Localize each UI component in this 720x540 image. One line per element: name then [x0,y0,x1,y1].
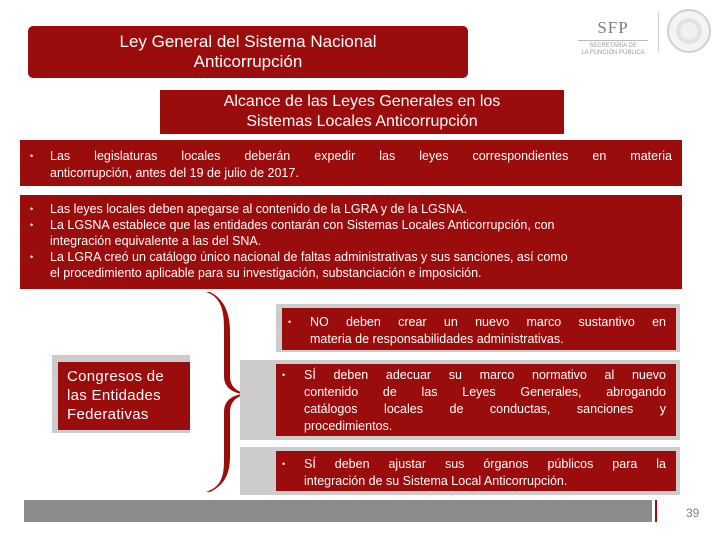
title-line-1: Ley General del Sistema Nacional [119,32,377,51]
bullet-icon: • [288,317,292,327]
panel2-item-2-line-2: integración equivalente a las del SNA. [50,234,262,248]
list-item [30,249,672,281]
panel2-item-2-line-1: La LGSNA establece que las entidades contarán con Sistemas Locales Anticorrupción, con [50,218,555,232]
footer-accent [655,500,657,522]
bullet-icon: • [30,220,34,230]
bullet-icon: • [282,370,286,380]
row2-line-1: SÍ deben adecuar su marco normativo al nuevo [304,368,666,382]
panel1-line-2: anticorrupción, antes del 19 de julio de 2017. [50,166,299,180]
row2-line-3: catálogos locales de conductas, sanciones y [304,402,666,416]
panel2-item-1: Las leyes locales deben apegarse al contenido de la LGRA y de la LGSNA. [50,202,467,216]
sfp-logo [572,18,654,60]
local-laws-panel [20,195,682,289]
panel1-line-1: Las legislaturas locales deberán expedir las leyes correspondientes en materia [50,149,672,163]
obligation-row-2 [276,364,676,436]
list-item [30,217,672,249]
sfp-logo-text: SFP [597,18,629,37]
row2-line-2: contenido de las Leyes Generales, abrogando [304,385,666,399]
congress-line-3: Federativas [67,406,149,423]
subtitle-line-2: Sistemas Locales Anticorrupción [246,113,478,130]
logo-divider [578,40,648,41]
legislatures-panel [20,140,682,186]
row3-line-1: SÍ deben ajustar sus órganos públicos para la [304,457,666,471]
footer-bar [24,500,652,522]
row1-line-2: materia de responsabilidades administrativas. [310,332,564,346]
row3-line-2: integración de su Sistema Local Anticorrupción. [304,474,568,488]
bullet-icon: • [282,459,286,469]
panel2-item-3-line-1: La LGRA creó un catálogo único nacional de faltas administrativas y sus sanciones, así como [50,250,568,264]
panel2-item-3-line-2: el procedimiento aplicable para su investigación, substanciación e imposición. [50,266,482,280]
section-subtitle [160,90,564,134]
congress-line-1: Congresos de [67,368,164,385]
title-line-2: Anticorrupción [193,52,303,71]
page-number: 39 [686,506,700,520]
list-item [282,456,666,490]
list-item [282,367,666,435]
logo-separator [658,12,659,52]
congress-line-2: las Entidades [67,387,161,404]
bullet-icon: • [30,204,34,214]
national-seal-icon [667,9,711,53]
logo-sub-line-2: LA FUNCIÓN PÚBLICA [581,50,645,56]
logo-sub-line-1: SECRETARÍA DE [589,43,637,49]
list-item [30,148,672,182]
list-item [30,201,672,217]
obligation-row-3 [276,451,676,491]
obligation-row-1 [282,308,676,350]
congress-box [58,362,190,430]
presentation-title [28,26,468,78]
row1-line-1: NO deben crear un nuevo marco sustantivo en [310,315,666,329]
list-item [288,314,666,348]
row2-line-4: procedimientos. [304,419,393,433]
bullet-icon: • [30,151,34,161]
bullet-icon: • [30,252,34,262]
subtitle-line-1: Alcance de las Leyes Generales en los [223,93,501,110]
